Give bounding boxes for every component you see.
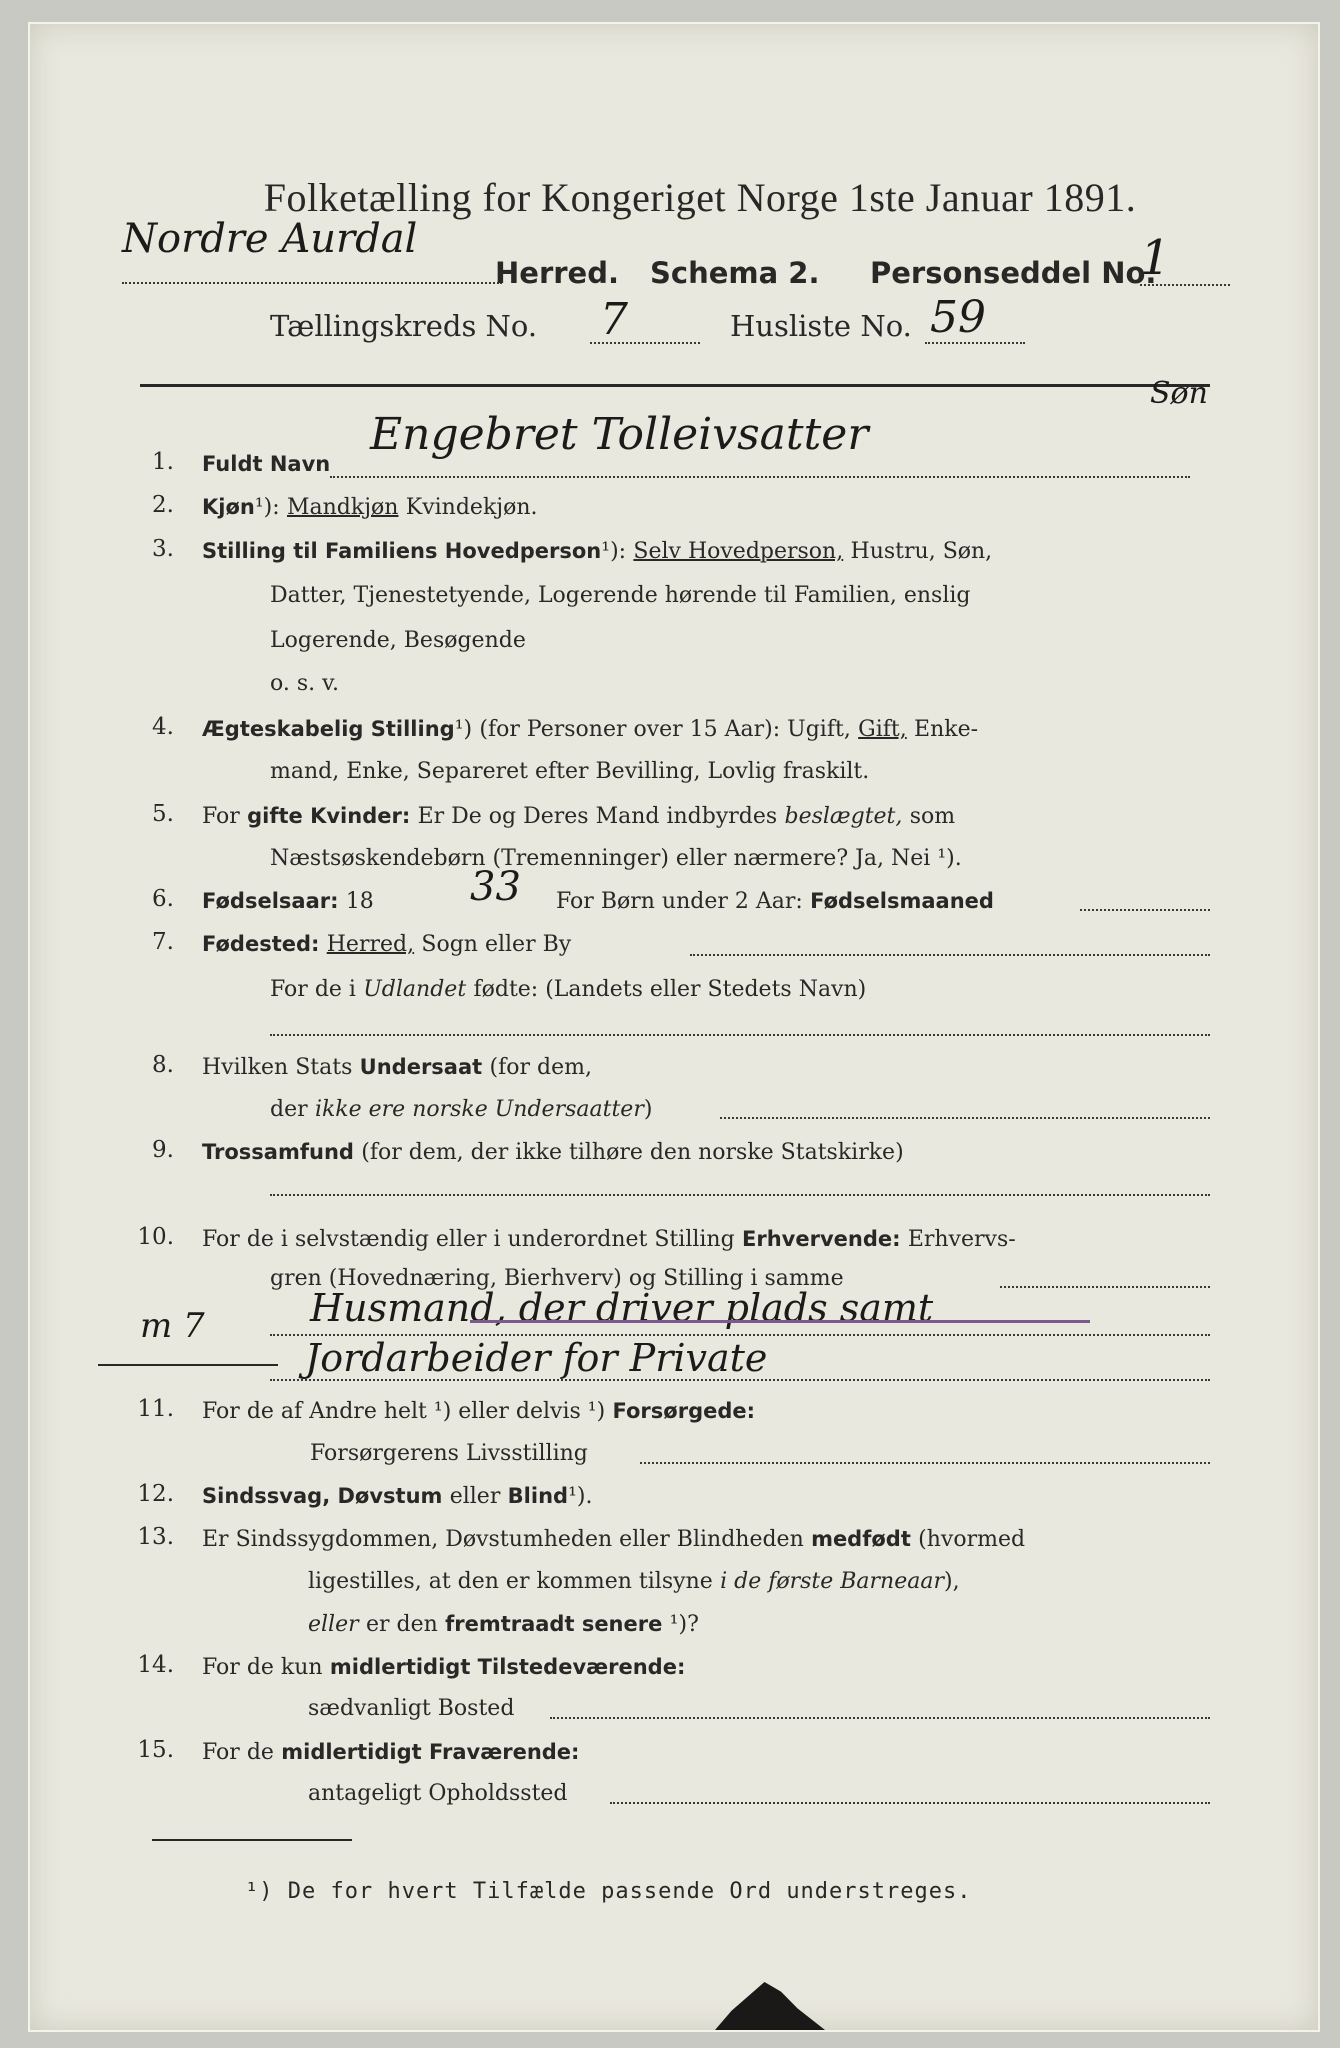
item-text: fødte: (Landets eller Stedets Navn) (473, 977, 867, 1002)
name-handwritten: Engebret Tolleivsatter (370, 409, 869, 460)
item-text: som (909, 804, 956, 829)
item-text: er den (365, 1612, 438, 1637)
occupation-handwritten-1: Husmand, der driver plads samt (310, 1286, 934, 1330)
item-number: 3. (152, 536, 174, 562)
schema-label: Schema 2. (650, 256, 820, 290)
trossamfund-dotline (270, 1194, 1210, 1196)
herred-dotline (122, 282, 502, 284)
label-fodested: Fødested: (202, 932, 320, 956)
label-erhvervende: Erhvervende: (742, 1227, 901, 1251)
name-dotline (330, 476, 1190, 478)
kreds-handwritten: 7 (600, 294, 628, 345)
header-rule (140, 384, 1210, 387)
item-number: 14. (137, 1652, 174, 1678)
label-fuldt-navn: Fuldt Navn (202, 452, 331, 476)
herred-label: Herred. (495, 256, 619, 290)
item-number: 10. (137, 1224, 174, 1250)
item-13 (202, 1524, 1025, 1555)
item-number: 5. (152, 801, 174, 827)
item-6-under2 (556, 886, 994, 917)
occupation-handwritten-2: Jordarbeider for Private (305, 1336, 768, 1380)
personseddel-dotline (1140, 284, 1230, 286)
item-number: 12. (137, 1481, 174, 1507)
item-text: der (270, 1097, 308, 1122)
item-text: For de af Andre helt ¹) eller delvis ¹) (202, 1399, 606, 1424)
label-blind: Blind (507, 1484, 569, 1508)
item-number: 7. (152, 929, 174, 955)
label-fodselsmaaned: Fødselsmaaned (810, 889, 994, 913)
options-text: Hustru, Søn, (850, 539, 993, 564)
item-text: Sogn eller By (421, 932, 572, 957)
kreds-label: Tællingskreds No. (270, 309, 538, 343)
label-fremtraadt-senere: fremtraadt senere (445, 1612, 663, 1636)
item-text: ) (643, 1097, 653, 1122)
item-10-line2: gren (Hovednæring, Bierhverv) og Stilling i samme (270, 1266, 844, 1291)
item-text: Er Sindssygdommen, Døvstumheden eller Blindheden (202, 1527, 804, 1552)
item-14-line2: sædvanligt Bosted (308, 1696, 515, 1721)
item-text: For Børn under 2 Aar: (556, 889, 803, 914)
label-midlertidigt-tilstedevaerende: midlertidigt Tilstedeværende: (329, 1655, 686, 1679)
item-number: 2. (152, 492, 174, 518)
option-kvindekjon: Kvindekjøn. (405, 495, 538, 520)
item-8 (202, 1052, 592, 1083)
opholdssted-dotline (610, 1802, 1210, 1804)
item-text-italic: beslægtet, (784, 804, 903, 829)
item-7-line2 (270, 974, 866, 1005)
item-number: 13. (137, 1524, 174, 1550)
item-text: For de i selvstændig eller i underordnet Stilling (202, 1227, 735, 1252)
item-text-italic: i de første Barneaar (720, 1569, 944, 1594)
item-9 (202, 1137, 904, 1168)
herred-handwritten: Nordre Aurdal (122, 216, 418, 262)
options-text: (for Personer over 15 Aar): Ugift, (479, 717, 851, 742)
item-number: 8. (152, 1052, 174, 1078)
footnote-ref: ¹). (568, 1484, 593, 1509)
label-kjon: Kjøn (202, 495, 255, 519)
item-number: 4. (152, 714, 174, 740)
item-14 (202, 1652, 685, 1683)
footnote-ref: ¹) (454, 717, 473, 742)
footnote-text: ¹) De for hvert Tilfælde passende Ord understreges. (245, 1879, 972, 1904)
item-8-line2 (270, 1094, 652, 1125)
item-text: Erhvervs- (907, 1227, 1016, 1252)
undersaat-dotline (720, 1117, 1210, 1119)
item-number: 11. (137, 1396, 174, 1422)
personseddel-handwritten: 1 (1140, 230, 1171, 286)
margin-note-handwritten: m 7 (140, 1306, 205, 1346)
footnote-ref: ¹): (254, 495, 280, 520)
item-3-line4: o. s. v. (270, 671, 339, 696)
footnote-ref: ¹)? (669, 1612, 699, 1637)
item-12 (202, 1481, 592, 1512)
kreds-dotline (590, 342, 700, 344)
item-text: eller (449, 1484, 501, 1509)
item-text: (for dem, der ikke tilhøre den norske Statskirke) (361, 1140, 904, 1165)
item-5 (202, 801, 955, 832)
item-number: 9. (152, 1137, 174, 1163)
options-text: Enke- (914, 717, 979, 742)
label-stilling: Stilling til Familiens Hovedperson (202, 539, 602, 563)
husliste-handwritten: 59 (930, 292, 986, 343)
form-title: Folketælling for Kongeriget Norge 1ste Januar 1891. (263, 175, 1137, 220)
item-text: Er De og Deres Mand indbyrdes (417, 804, 778, 829)
item-number: 15. (137, 1737, 174, 1763)
erhverv-dotline-1 (1000, 1286, 1210, 1288)
item-text-italic: Udlandet (363, 977, 467, 1002)
item-10 (202, 1224, 1016, 1255)
item-3 (202, 536, 992, 567)
husliste-label: Husliste No. (730, 309, 912, 343)
option-selv-hovedperson-selected: Selv Hovedperson, (633, 539, 844, 564)
item-15-line2: antageligt Opholdssted (308, 1781, 568, 1806)
item-text: (for dem, (489, 1055, 592, 1080)
occupation-strike (470, 1320, 1090, 1323)
item-13-line3 (308, 1609, 699, 1640)
item-6 (202, 886, 374, 917)
item-number: 6. (152, 886, 174, 912)
item-11-line2: Forsørgerens Livsstilling (310, 1441, 588, 1466)
item-text: For de kun (202, 1655, 323, 1680)
bosted-dotline (550, 1717, 1210, 1719)
item-text: For (202, 804, 240, 829)
item-13-line2 (308, 1566, 960, 1597)
item-5-line2: Næstsøskendebørn (Tremenninger) eller nærmere? Ja, Nei ¹). (270, 846, 962, 871)
margin-stroke (98, 1364, 278, 1366)
item-4-line2: mand, Enke, Separeret efter Bevilling, Lovlig fraskilt. (270, 759, 870, 784)
item-1 (202, 449, 330, 479)
option-gift-selected: Gift, (858, 717, 907, 742)
option-mandkjon-selected: Mandkjøn (287, 495, 399, 520)
item-text: For de (202, 1740, 274, 1765)
husliste-dotline (925, 342, 1025, 344)
label-aegteskabelig: Ægteskabelig Stilling (202, 717, 455, 741)
item-text-italic: eller (308, 1612, 359, 1637)
item-text: ligestilles, at den er kommen tilsyne (308, 1569, 713, 1594)
label-sindssvag-dovstum: Sindssvag, Døvstum (202, 1484, 443, 1508)
item-3-line3: Logerende, Besøgende (270, 628, 526, 653)
item-4 (202, 714, 978, 745)
option-herred-selected: Herred, (326, 932, 415, 957)
item-11 (202, 1396, 755, 1427)
erhverv-dotline-3 (270, 1379, 1210, 1381)
bottom-tear-mark (715, 1982, 825, 2030)
label-forsorgede: Forsørgede: (612, 1399, 756, 1423)
label-gifte-kvinder: gifte Kvinder: (247, 804, 411, 828)
footnote-rule (152, 1839, 352, 1841)
forsorger-dotline (640, 1462, 1210, 1464)
item-text: ), (944, 1569, 960, 1594)
label-trossamfund: Trossamfund (202, 1140, 354, 1164)
item-text-italic: ikke ere norske Undersaatter (314, 1097, 644, 1122)
census-form-sheet (28, 22, 1320, 2032)
item-text: (hvormed (918, 1527, 1026, 1552)
footnote-ref: ¹): (601, 539, 627, 564)
item-number: 1. (152, 449, 174, 475)
birth-year-handwritten: 33 (470, 864, 521, 910)
item-3-line2: Datter, Tjenestetyende, Logerende hørende til Familien, enslig (270, 583, 971, 608)
label-midlertidigt-fravaerende: midlertidigt Fraværende: (281, 1740, 580, 1764)
item-2 (202, 492, 538, 523)
fodested-dotline (690, 954, 1210, 956)
fodselsmaaned-dotline (1080, 909, 1210, 911)
label-fodselsaar: Fødselsaar: (202, 889, 339, 913)
item-15 (202, 1737, 579, 1768)
personseddel-label: Personseddel No. (870, 256, 1157, 290)
item-text: Hvilken Stats (202, 1055, 353, 1080)
label-medfodt: medfødt (811, 1527, 911, 1551)
item-7 (202, 929, 571, 960)
label-undersaat: Undersaat (359, 1055, 483, 1079)
item-text: For de i (270, 977, 356, 1002)
year-prefix: 18 (345, 889, 374, 914)
udlandet-dotline (270, 1034, 1210, 1036)
name-suffix-handwritten: Søn (1150, 376, 1208, 411)
